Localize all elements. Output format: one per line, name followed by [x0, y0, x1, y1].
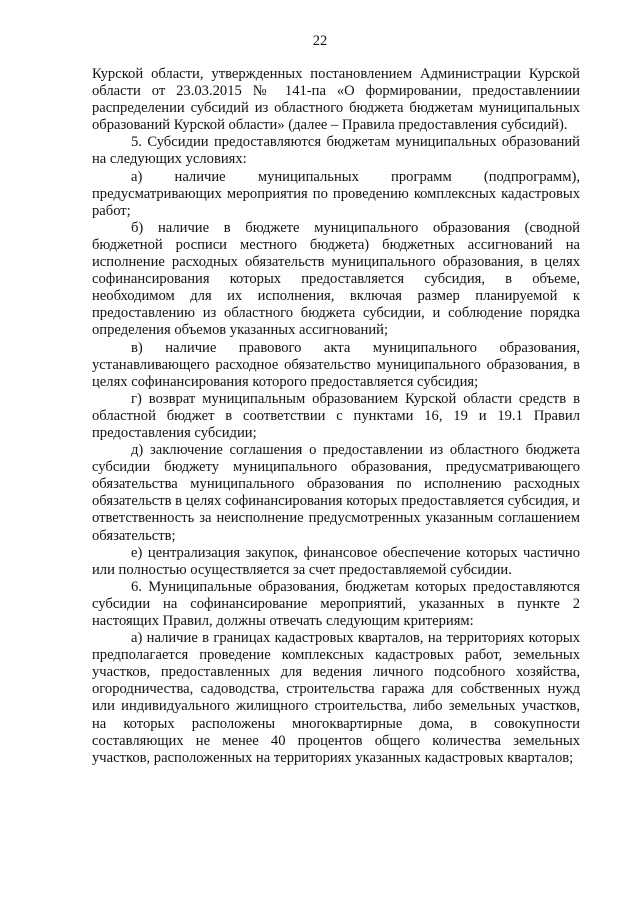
page-number: 22 — [312, 33, 328, 49]
paragraph-condition-a: а) наличие муниципальных программ (подпрограмм), предусматривающих мероприятия по проведению комплексных кадастровых работ; — [92, 168, 580, 219]
paragraph-item-6: 6. Муниципальные образования, бюджетам которых предоставляются субсидии на софинансирование мероприятий, указанных в пункте 2 настоящих Правил, должны отвечать следующим критериям: — [92, 578, 580, 629]
paragraph-condition-d: д) заключение соглашения о предоставлении из областного бюджета субсидии бюджету муниципального образования, предусматривающего обязательства муниципального образования по исполнению расходных обязательств в целях софинансирования которых предоставляется субсидия, и ответственность за неисполнение предусмотренных указанным соглашением обязательств; — [92, 442, 580, 544]
paragraph-condition-v: в) наличие правового акта муниципального образования, устанавливающего расходное обязательство муниципального образования, в целях софинансирования которого предоставляется субсидия; — [92, 339, 580, 390]
paragraph-criterion-a: а) наличие в границах кадастровых кварталов, на территориях которых предполагается проведение комплексных кадастровых работ, земельных участков, предоставленных для ведения личного подсобного хозяйства, огородничества, садоводства, строительства гаража для собственных нужд или индивидуального жилищного строительства, либо земельных участков, на которых расположены многоквартирные дома, в совокупности составляющих не менее 40 процентов общего количества земельных участков, расположенных на территориях указанных кадастровых кварталов; — [92, 630, 580, 766]
paragraph-condition-b: б) наличие в бюджете муниципального образования (сводной бюджетной росписи местного бюджета) бюджетных ассигнований на исполнение расходных обязательств муниципального образования, в целях софинансирования которых предоставляется субсидия, в объеме, необходимом для их исполнения, включая размер планируемой к предоставлению из областного бюджета субсидии, и соблюдение порядка определения объемов указанных ассигнований; — [92, 219, 580, 339]
paragraph-item-5: 5. Субсидии предоставляются бюджетам муниципальных образований на следующих условиях: — [92, 134, 580, 168]
paragraph-condition-e: е) централизация закупок, финансовое обеспечение которых частично или полностью осуществляется за счет предоставляемой субсидии. — [92, 544, 580, 578]
paragraph-continuation: Курской области, утвержденных постановлением Администрации Курской области от 23.03.2015 № 141-па «О формировании, предоставлениии распределении субсидий из областного бюджета бюджетам муниципальных образований Курской области» (далее – Правила предоставления субсидий). — [92, 66, 580, 134]
document-body — [92, 66, 580, 767]
paragraph-condition-g: г) возврат муниципальным образованием Курской области средств в областной бюджет в соответствии с пунктами 16, 19 и 19.1 Правил предоставления субсидии; — [92, 390, 580, 441]
